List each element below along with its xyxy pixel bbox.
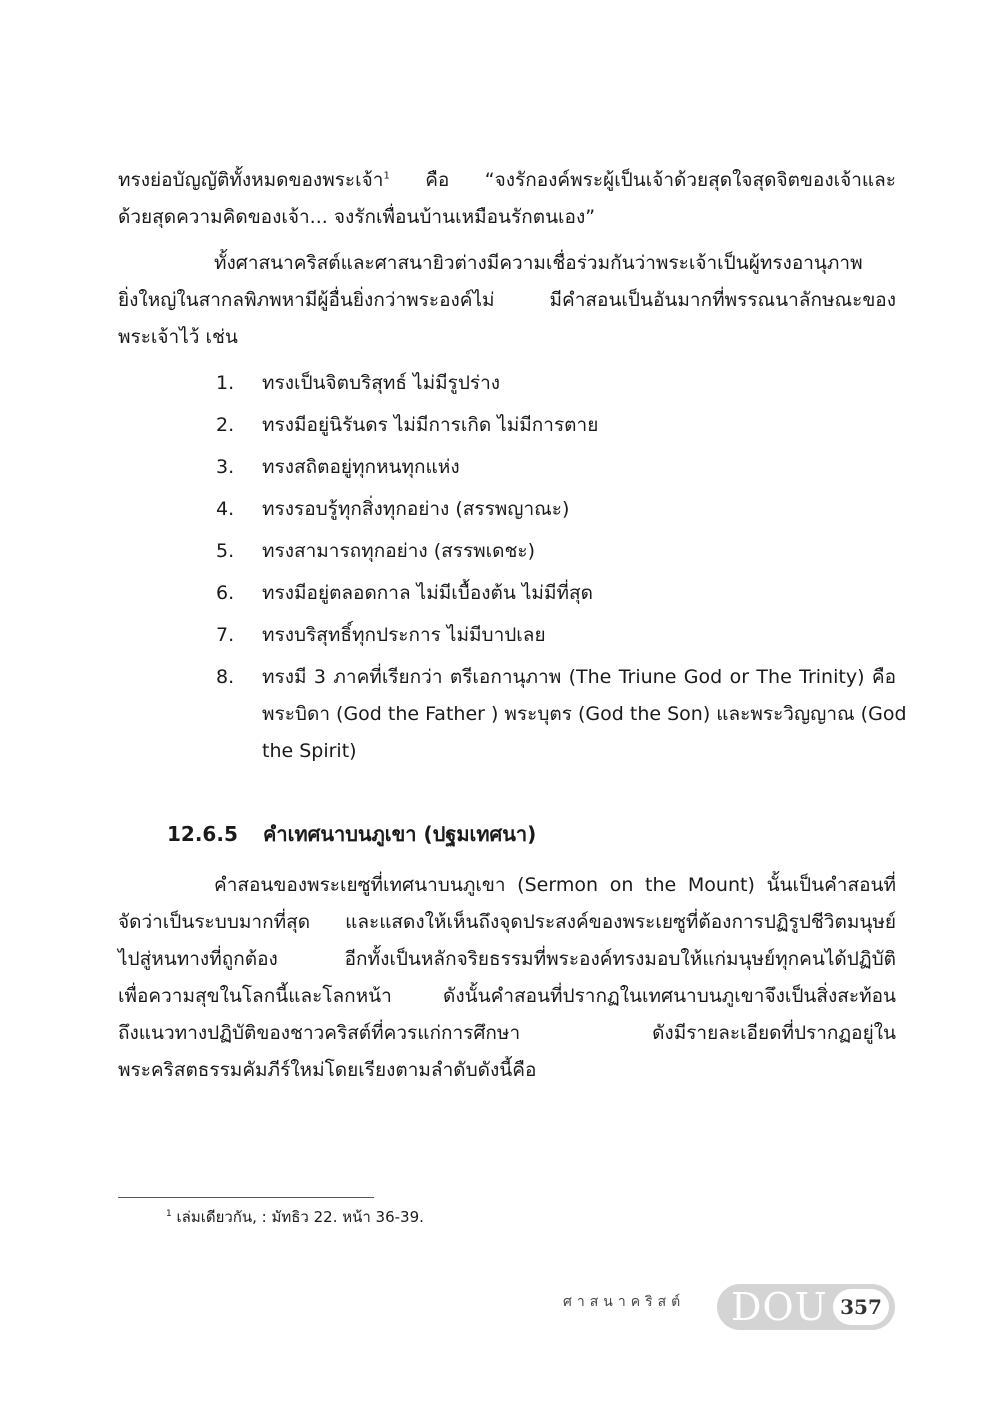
paragraph-line: เพื่อความสุขในโลกนี้และโลกหน้า ดังนั้นคำสอนที่ปรากฏในเทศนาบนภูเขาจึงเป็นสิ่งสะท้อน bbox=[118, 985, 896, 1007]
paragraph-line bbox=[118, 162, 896, 199]
paragraph-line: ยิ่งใหญ่ในสากลพิภพหามีผู้อื่นยิ่งกว่าพระองค์ไม่ มีคำสอนเป็นอันมากที่พรรณนาลักษณะของ bbox=[118, 289, 896, 311]
list-item bbox=[216, 533, 896, 570]
footnote-text: เล่มเดียวกัน, : มัทธิว 22. หน้า 36-39. bbox=[171, 1208, 424, 1226]
footer-course-label: ศาสนาคริสต์ bbox=[563, 1294, 686, 1310]
list-item bbox=[216, 491, 896, 528]
list-text: ทรงมีอยู่นิรันดร ไม่มีการเกิด ไม่มีการตาย bbox=[262, 414, 599, 436]
paragraph-line: คำสอนของพระเยซูที่เทศนาบนภูเขา (Sermon on the Mount) นั้นเป็นคำสอนที่ bbox=[214, 874, 896, 896]
logo-text: DOU bbox=[731, 1285, 828, 1329]
paragraph-line: ด้วยสุดความคิดของเจ้า... จงรักเพื่อนบ้านเหมือนรักตนเอง” bbox=[118, 206, 596, 228]
text-span: คือ “จงรักองค์พระผู้เป็นเจ้าด้วยสุดใจสุดจิตของเจ้าและ bbox=[389, 169, 896, 191]
list-number: 6. bbox=[216, 582, 235, 604]
list-number: 5. bbox=[216, 540, 235, 562]
section-title: คำเทศนาบนภูเขา (ปฐมเทศนา) bbox=[263, 822, 537, 846]
list-text: พระบิดา (God the Father ) พระบุตร (God the Son) และพระวิญญาณ (God bbox=[262, 703, 907, 725]
list-text: ทรงสามารถทุกอย่าง (สรรพเดชะ) bbox=[262, 540, 536, 562]
text-span: ทรงย่อบัญญัติทั้งหมดของพระเจ้า bbox=[118, 169, 384, 191]
list-item bbox=[216, 449, 896, 486]
list-text: ทรงสถิตอยู่ทุกหนทุกแห่ง bbox=[262, 456, 460, 478]
paragraph-line: ไปสู่หนทางที่ถูกต้อง อีกทั้งเป็นหลักจริยธรรมที่พระองค์ทรงมอบให้แก่มนุษย์ทุกคนได้ปฏิบัติ bbox=[118, 948, 896, 970]
list-item bbox=[216, 575, 896, 612]
footnote-marker: 1 bbox=[166, 1209, 172, 1219]
paragraph-line: จัดว่าเป็นระบบมากที่สุด และแสดงให้เห็นถึงจุดประสงค์ของพระเยซูที่ต้องการปฏิรูปชีวิตมนุษย์ bbox=[118, 911, 896, 933]
section-heading bbox=[167, 816, 536, 853]
list-text: ทรงเป็นจิตบริสุทธ์ ไม่มีรูปร่าง bbox=[262, 372, 501, 394]
page-number: 357 bbox=[833, 1289, 889, 1325]
paragraph-line: พระเจ้าไว้ เช่น bbox=[118, 326, 238, 348]
list-number: 3. bbox=[216, 456, 235, 478]
list-text: ทรงมีอยู่ตลอดกาล ไม่มีเบื้องต้น ไม่มีที่สุด bbox=[262, 582, 593, 604]
list-number: 1. bbox=[216, 372, 235, 394]
paragraph-line: ถึงแนวทางปฏิบัติของชาวคริสต์ที่ควรแก่การศึกษา ดังมีรายละเอียดที่ปรากฏอยู่ใน bbox=[118, 1022, 896, 1044]
list-text: the Spirit) bbox=[262, 740, 357, 762]
footnote bbox=[166, 1206, 424, 1228]
paragraph-god-attributes-intro bbox=[118, 245, 896, 356]
footnote-ref[interactable]: 1 bbox=[383, 170, 390, 182]
footnote-divider bbox=[118, 1197, 374, 1198]
dou-logo bbox=[717, 1284, 895, 1330]
paragraph-sermon-on-mount bbox=[118, 867, 896, 1089]
list-number: 8. bbox=[216, 666, 235, 688]
paragraph-continuation bbox=[118, 162, 896, 236]
list-number: 2. bbox=[216, 414, 235, 436]
list-text: ทรงมี 3 ภาคที่เรียกว่า ตรีเอกานุภาพ (The Triune God or The Trinity) คือ bbox=[262, 666, 896, 688]
list-number: 4. bbox=[216, 498, 235, 520]
attributes-list bbox=[216, 365, 907, 775]
list-item bbox=[216, 659, 907, 770]
list-text: ทรงบริสุทธิ์ทุกประการ ไม่มีบาปเลย bbox=[262, 624, 546, 646]
list-item bbox=[216, 617, 896, 654]
list-number: 7. bbox=[216, 624, 235, 646]
list-text: ทรงรอบรู้ทุกสิ่งทุกอย่าง (สรรพญาณะ) bbox=[262, 498, 570, 520]
list-item bbox=[216, 365, 896, 402]
section-number: 12.6.5 bbox=[167, 822, 238, 846]
list-item bbox=[216, 407, 896, 444]
paragraph-line: ทั้งศาสนาคริสต์และศาสนายิวต่างมีความเชื่อร่วมกันว่าพระเจ้าเป็นผู้ทรงอานุภาพ bbox=[214, 252, 863, 274]
paragraph-line: พระคริสตธรรมคัมภีร์ใหม่โดยเรียงตามลำดับดังนี้คือ bbox=[118, 1059, 537, 1081]
